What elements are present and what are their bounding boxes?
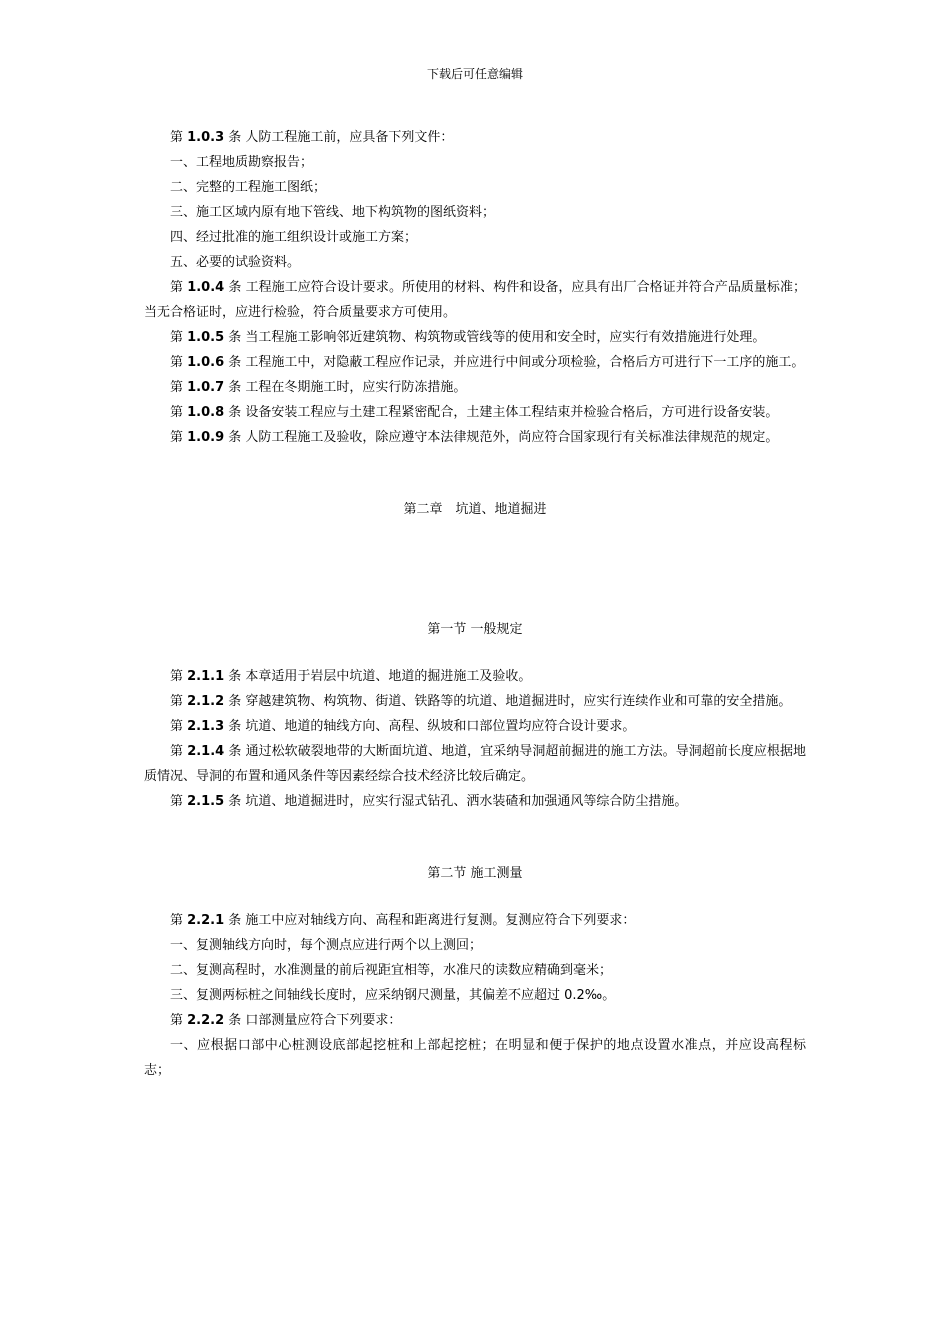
article-number: 1.0.5 — [187, 330, 225, 345]
article-number: 1.0.3 — [187, 130, 225, 145]
list-item — [144, 175, 806, 200]
article-paragraph — [144, 664, 806, 689]
paragraph-text: 条 坑道、地道的轴线方向、高程、纵坡和口部位置均应符合设计要求。 — [224, 719, 636, 734]
article-number: 1.0.9 — [187, 430, 225, 445]
article-paragraph — [144, 425, 806, 450]
chapter-title: 第二章 坑道、地道掘进 — [403, 502, 547, 517]
article-prefix: 第 — [170, 913, 188, 928]
article-number: 2.1.4 — [187, 744, 225, 759]
article-number: 1.0.6 — [187, 355, 225, 370]
spacer — [144, 642, 806, 664]
article-prefix: 第 — [170, 430, 188, 445]
spacer — [144, 522, 806, 617]
list-item — [144, 958, 806, 983]
article-number: 2.1.1 — [187, 669, 225, 684]
article-number: 2.1.5 — [187, 794, 225, 809]
article-paragraph — [144, 375, 806, 400]
list-item — [144, 250, 806, 275]
paragraph-text: 一、工程地质勘察报告； — [170, 155, 314, 170]
paragraph-text: 三、施工区域内原有地下管线、地下构筑物的图纸资料； — [170, 205, 496, 220]
paragraph-text: 条 通过松软破裂地带的大断面坑道、地道，宜采纳导洞超前掘进的施工方法。导洞超前长度应根据地质情况、导洞的布置和通风条件等因素经综合技术经济比较后确定。 — [144, 744, 806, 784]
article-prefix: 第 — [170, 794, 188, 809]
paragraph-text: 二、完整的工程施工图纸； — [170, 180, 327, 195]
list-item — [144, 225, 806, 250]
paragraph-text: 条 本章适用于岩层中坑道、地道的掘进施工及验收。 — [224, 669, 532, 684]
article-number: 1.0.4 — [187, 280, 225, 295]
paragraph-text: 条 穿越建筑物、构筑物、街道、铁路等的坑道、地道掘进时，应实行连续作业和可靠的安全措施。 — [224, 694, 792, 709]
article-number: 1.0.7 — [187, 380, 225, 395]
list-item — [144, 983, 806, 1008]
section-title: 第一节 一般规定 — [427, 622, 523, 637]
paragraph-text: 五、必要的试验资料。 — [170, 255, 301, 270]
paragraph-text: 条 坑道、地道掘进时，应实行湿式钻孔、洒水装碴和加强通风等综合防尘措施。 — [224, 794, 688, 809]
article-number: 2.2.1 — [187, 913, 225, 928]
article-paragraph — [144, 689, 806, 714]
article-paragraph — [144, 275, 806, 325]
article-prefix: 第 — [170, 669, 188, 684]
article-prefix: 第 — [170, 280, 188, 295]
section-title: 第二节 施工测量 — [427, 866, 523, 881]
paragraph-text: 条 工程施工应符合设计要求。所使用的材料、构件和设备，应具有出厂合格证并符合产品质量标准；当无合格证时，应进行检验，符合质量要求方可使用。 — [144, 280, 806, 320]
paragraph-text: 条 工程施工中，对隐蔽工程应作记录，并应进行中间或分项检验，合格后方可进行下一工序的施工。 — [224, 355, 805, 370]
list-item — [144, 200, 806, 225]
paragraph-text: 一、应根据口部中心桩测设底部起挖桩和上部起挖桩；在明显和便于保护的地点设置水准点，并应设高程标志； — [144, 1038, 806, 1078]
spacer — [144, 450, 806, 497]
article-paragraph — [144, 908, 806, 933]
document-body — [144, 125, 806, 1083]
article-prefix: 第 — [170, 744, 188, 759]
article-prefix: 第 — [170, 719, 188, 734]
article-paragraph — [144, 739, 806, 789]
article-paragraph — [144, 325, 806, 350]
paragraph-text: 条 当工程施工影响邻近建筑物、构筑物或管线等的使用和安全时，应实行有效措施进行处理。 — [224, 330, 766, 345]
article-prefix: 第 — [170, 694, 188, 709]
page-header: 下载后可任意编辑 — [426, 67, 523, 81]
list-item — [144, 1033, 806, 1083]
article-paragraph — [144, 125, 806, 150]
spacer — [144, 814, 806, 861]
article-prefix: 第 — [170, 1013, 188, 1028]
section1-articles — [144, 664, 806, 814]
article-paragraph — [144, 400, 806, 425]
list-item — [144, 150, 806, 175]
paragraph-text: 条 人防工程施工前，应具备下列文件： — [224, 130, 454, 145]
paragraph-text: 条 工程在冬期施工时，应实行防冻措施。 — [224, 380, 467, 395]
article-prefix: 第 — [170, 355, 188, 370]
paragraph-text: 三、复测两标桩之间轴线长度时，应采纳钢尺测量，其偏差不应超过 0.2‰。 — [170, 988, 616, 1003]
chapter1-articles — [144, 125, 806, 450]
article-prefix: 第 — [170, 405, 188, 420]
article-number: 2.2.2 — [187, 1013, 225, 1028]
article-paragraph — [144, 350, 806, 375]
paragraph-text: 二、复测高程时，水准测量的前后视距宜相等，水准尺的读数应精确到毫米； — [170, 963, 613, 978]
paragraph-text: 条 施工中应对轴线方向、高程和距离进行复测。复测应符合下列要求： — [224, 913, 636, 928]
paragraph-text: 条 口部测量应符合下列要求： — [224, 1013, 402, 1028]
article-paragraph — [144, 714, 806, 739]
paragraph-text: 条 人防工程施工及验收，除应遵守本法律规范外，尚应符合国家现行有关标准法律规范的规定。 — [224, 430, 779, 445]
article-paragraph — [144, 789, 806, 814]
article-prefix: 第 — [170, 380, 188, 395]
article-number: 1.0.8 — [187, 405, 225, 420]
article-paragraph — [144, 1008, 806, 1033]
paragraph-text: 条 设备安装工程应与土建工程紧密配合，土建主体工程结束并检验合格后，方可进行设备安装。 — [224, 405, 779, 420]
article-prefix: 第 — [170, 330, 188, 345]
article-number: 2.1.3 — [187, 719, 225, 734]
article-prefix: 第 — [170, 130, 188, 145]
section2-articles — [144, 908, 806, 1083]
paragraph-text: 四、经过批准的施工组织设计或施工方案； — [170, 230, 418, 245]
paragraph-text: 一、复测轴线方向时，每个测点应进行两个以上测回； — [170, 938, 483, 953]
list-item — [144, 933, 806, 958]
article-number: 2.1.2 — [187, 694, 225, 709]
spacer — [144, 886, 806, 908]
